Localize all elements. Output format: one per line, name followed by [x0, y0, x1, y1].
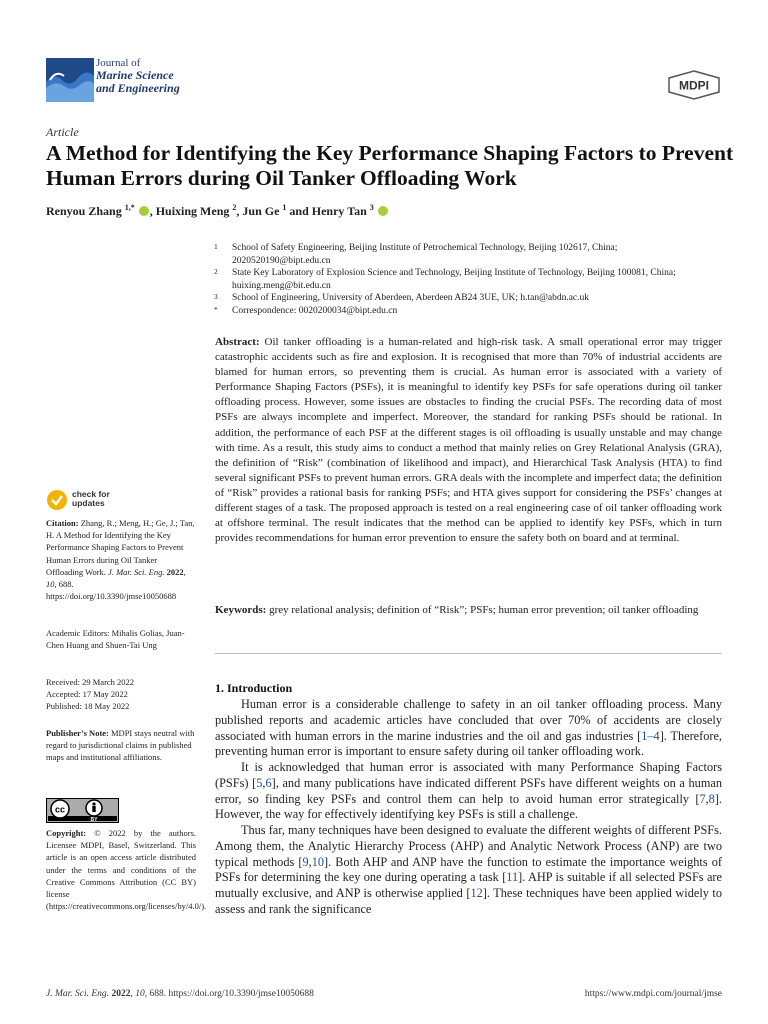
affiliation-item: 3 School of Engineering, University of Aberdeen, Aberdeen AB24 3UE, UK; h.tan@abdn.ac.uk: [214, 292, 590, 303]
author-affil-mark: 2: [232, 203, 237, 212]
check-updates-line1: check for: [72, 489, 110, 499]
check-updates-line2: updates: [72, 498, 105, 508]
keywords: [215, 603, 722, 618]
author-name[interactable]: Henry Tan: [311, 204, 367, 218]
journal-logo-icon: [46, 58, 94, 102]
published-date: Published: 18 May 2022: [46, 701, 130, 712]
cc-by-license-icon[interactable]: [46, 798, 119, 823]
orcid-icon[interactable]: [378, 206, 388, 216]
publisher-note: Publisher’s Note: MDPI stays neutral with regard to jurisdictional claims in published maps and institutional affiliations.: [46, 728, 195, 763]
keywords-label: Keywords:: [215, 604, 267, 616]
author-affil-mark: 1,*: [124, 203, 135, 212]
author-affil-mark: 1: [282, 203, 287, 212]
paragraph: Human error is a considerable challenge to safety in an oil tanker offloading process. Many published reports and academic articles have concluded that over 70% of accidents are closely associated with human errors in the marine industries and the oil and gas industries [1–4]. Therefore, preventing human error is important to ensure safety during oil tanker offloading work.: [215, 697, 723, 759]
keywords-text: grey relational analysis; definition of “Risk”; PSFs; human error prevention; oil tanker offloading: [269, 604, 699, 616]
affiliation-item: 2 State Key Laboratory of Explosion Science and Technology, Beijing Institute of Technology, Beijing 100081, China; huixing.meng@bit.edu.cn: [214, 267, 676, 291]
citation-link[interactable]: 8: [708, 791, 715, 806]
abstract-text: Oil tanker offloading is a human-related and high-risk task. A small operational error may trigger catastrophic accidents such as fire and explosion. It is recognised that more than 70% of industrial accidents are blamed for human errors, so preventing them is crucial. As human error is associated with a variety of Performance Shaping Factors (PSFs), it is meaningful to identify key PSFs for safe operations during oil tanker offloading process. However, some issues are obstacles to finding the crucial PSFs. The recording data of most PSFs are always incomplete and imperfect. Moreover, the standard for ranking PSFs should be rational. In addition, the performance of each PSF at the different stages is oil offloading is usually unstable and may change with time. As a result, this study aims to conduct a method that mainly relies on Grey Relational Analysis (GRA), the definition of “Risk” (combination of likelihood and impact), and Hierarchical Task Analysis (HTA) to find several significant PSFs to prevent human errors. GRA deals with the incomplete and imperfect data; the definition of “Risk” provides a rational basis for ranking PSFs; and HTA gives support for considering the PSFs’ changes at different stages of a task. The proposed approach is tested on a real engineering case of oil tanker offloading work at offshore terminal. The result indicates that the method can be applied to identify key PSFs, which in turn provides recommendations for human error prevention to ensure the safety both on board and at terminal.: [215, 336, 722, 545]
citation-link[interactable]: 9: [302, 854, 309, 869]
license-link[interactable]: https://creativecommons.org/licenses/by/4.0/: [48, 901, 202, 912]
cc-by-label: BY: [90, 817, 98, 823]
author-name[interactable]: Huixing Meng: [155, 204, 230, 218]
academic-editors: Academic Editors: Mihalis Golias, Juan-Chen Huang and Shuen-Tai Ung: [46, 628, 185, 651]
journal-name-line2: Marine Science: [96, 68, 174, 82]
page-title: A Method for Identifying the Key Performance Shaping Factors to Prevent Human Errors during Oil Tanker Offloading Work: [46, 141, 734, 190]
author-name[interactable]: Renyou Zhang: [46, 204, 122, 218]
citation-link[interactable]: 1–4: [641, 728, 660, 743]
orcid-icon[interactable]: [139, 206, 149, 216]
citation-link[interactable]: 6: [265, 775, 272, 790]
citation: Citation: Zhang, R.; Meng, H.; Ge, J.; Tan, H. A Method for Identifying the Key Performance Shaping Factors to Prevent Human Errors during Oil Tanker Offloading Work. J. Mar. Sci. Eng. 2022, 10, 688. https://doi.org/10.3390/jmse10050688: [46, 518, 195, 602]
abstract: [215, 335, 722, 546]
journal-name-line1: Journal of: [96, 57, 141, 69]
accepted-date: Accepted: 17 May 2022: [46, 689, 128, 700]
check-updates-icon: [46, 489, 68, 511]
article-type: Article: [46, 125, 79, 139]
svg-text:cc: cc: [54, 804, 66, 815]
divider: [215, 653, 722, 654]
body-text: [215, 697, 722, 918]
affiliations: [214, 242, 684, 317]
mdpi-logo-icon: [666, 70, 722, 100]
affiliation-item: 1 School of Safety Engineering, Beijing Institute of Petrochemical Technology, Beijing 102617, China; 2020520190@bipt.edu.cn: [214, 242, 618, 266]
section-heading: 1. Introduction: [215, 681, 293, 695]
paragraph: It is acknowledged that human error is associated with many Performance Shaping Factors (PSFs) [5,6], and many publications have indicated different PSFs have different weights on a human error, so finding key PSFs and control them can help to avoid human error strategically [7,8]. However, the way for effectively identifying key PSFs is still a challenge.: [215, 760, 722, 822]
affiliation-item: * Correspondence: 0020200034@bipt.edu.cn: [214, 304, 398, 316]
received-date: Received: 29 March 2022: [46, 677, 135, 687]
citation-link[interactable]: 11: [506, 870, 519, 885]
citation-link[interactable]: 7: [699, 791, 706, 806]
citation-link[interactable]: 5: [256, 775, 263, 790]
journal-name-line3: and Engineering: [96, 81, 180, 95]
citation-doi-link[interactable]: https://doi.org/10.3390/jmse10050688: [46, 591, 177, 602]
check-for-updates-button[interactable]: [46, 487, 126, 513]
journal-name: [96, 57, 180, 95]
paragraph: Thus far, many techniques have been designed to evaluate the different weights of different PSFs. Among them, the Analytic Hierarchy Process (AHP) and Analytic Network Process (ANP) are two typical methods [9,10]. Both AHP and ANP have the function to estimate the importance weights of PSFs for determining the key one during operating a task [11]. AHP is suitable if all selected PSFs are mutually exclusive, and ANP is otherwise applied [12]. These techniques have been applied widely to assess and rank the significance: [215, 823, 722, 916]
copyright: Copyright: © 2022 by the authors. Licensee MDPI, Basel, Switzerland. This article is an open access article distributed under the terms and conditions of the Creative Commons Attribution (CC BY) license (https://creativecommons.org/licenses/by/4.0/).: [46, 828, 207, 912]
footer-citation: J. Mar. Sci. Eng. 2022, 10, 688. https://doi.org/10.3390/jmse10050688: [46, 989, 314, 999]
publisher-name: MDPI: [679, 78, 709, 93]
citation-label: Citation:: [46, 518, 79, 528]
citation-link[interactable]: 10: [311, 854, 325, 869]
author-affil-mark: 3: [369, 203, 374, 212]
footer-journal-url[interactable]: https://www.mdpi.com/journal/jmse: [584, 989, 722, 999]
abstract-label: Abstract:: [215, 336, 260, 348]
author-name[interactable]: Jun Ge: [242, 204, 280, 218]
citation-link[interactable]: 12: [470, 886, 483, 900]
author-list: Renyou Zhang $^{1,*}$ , Huixing Meng $^2$, Jun Ge $^1$ and Henry Tan $^3$: [46, 203, 389, 219]
publication-dates: [46, 676, 196, 713]
